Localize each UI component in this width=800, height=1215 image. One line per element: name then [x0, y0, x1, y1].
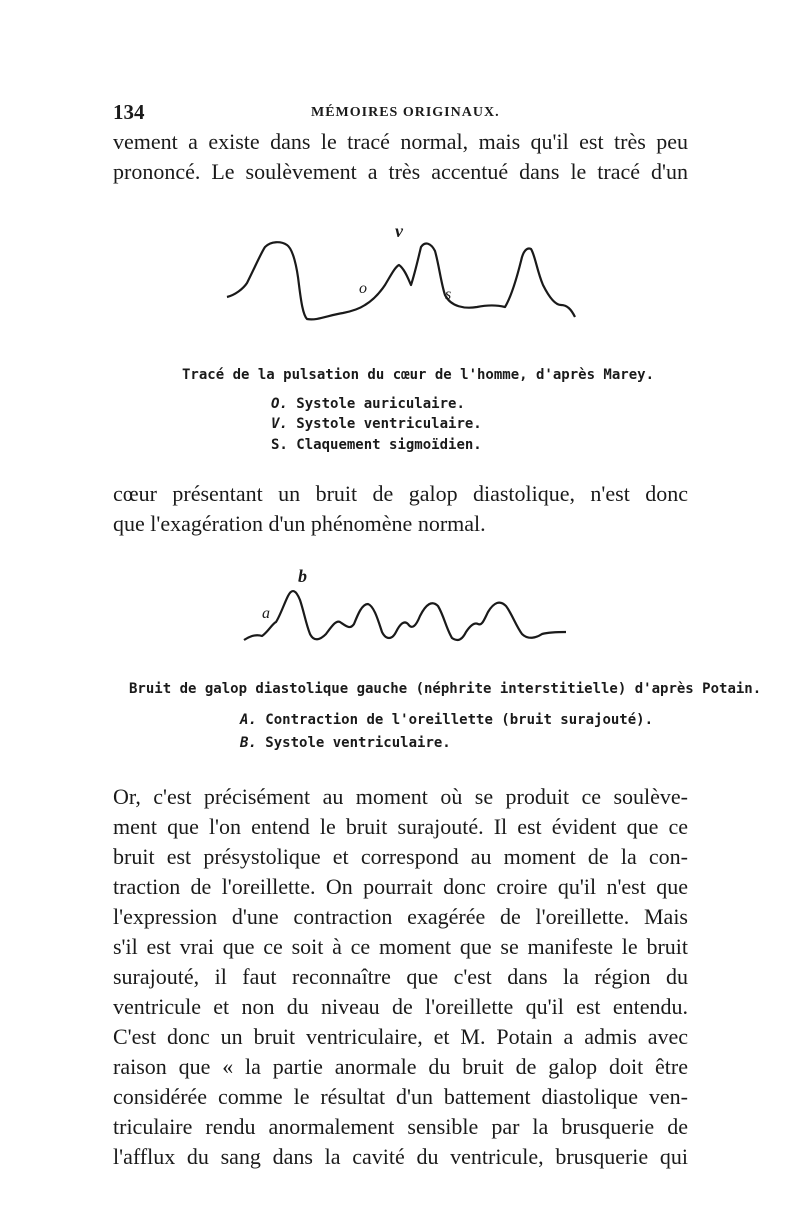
page-header: [113, 100, 693, 124]
label-o: o: [359, 280, 367, 297]
legend-text: Systole ventriculaire.: [265, 735, 451, 751]
figure-potain-trace: [240, 560, 580, 660]
text-line: C'est donc un bruit ventriculaire, et M. Potain a admis avec: [113, 1024, 688, 1049]
figure1-legend-v: [271, 416, 482, 432]
text-line: s'il est vrai que ce soit à ce moment que se manifeste le bruit: [113, 934, 688, 959]
legend-text: Contraction de l'oreillette (bruit surajouté).: [265, 712, 654, 728]
text-line: Or, c'est précisément au moment où se produit ce soulève-: [113, 784, 688, 809]
figure-marey-trace: [225, 225, 605, 340]
paragraph-intro: [113, 127, 688, 187]
page-number: 134: [113, 100, 145, 124]
text-line: vement a existe dans le tracé normal, mais qu'il est très peu: [113, 129, 688, 154]
text-line: considérée comme le résultat d'un battement diastolique ven-: [113, 1084, 688, 1109]
text-line: que l'exagération d'un phénomène normal.: [113, 511, 486, 536]
text-line: ment que l'on entend le bruit surajouté. Il est évident que ce: [113, 814, 688, 839]
legend-key: A.: [240, 712, 257, 728]
legend-text: Claquement sigmoïdien.: [296, 437, 482, 453]
text-line: traction de l'oreillette. On pourrait donc croire qu'il n'est que: [113, 874, 688, 899]
pulse-waveform: [227, 242, 575, 319]
figure1-caption: Tracé de la pulsation du cœur de l'homme, d'après Marey.: [182, 367, 655, 383]
label-b: b: [298, 566, 307, 586]
legend-text: Systole ventriculaire.: [296, 416, 482, 432]
text-line: l'afflux du sang dans la cavité du ventricule, brusquerie qui: [113, 1144, 688, 1169]
text-line: bruit est présystolique et correspond au moment de la con-: [113, 844, 688, 869]
legend-key: B.: [240, 735, 257, 751]
label-v: v: [395, 225, 403, 241]
legend-key: O.: [271, 396, 288, 412]
text-line: l'expression d'une contraction exagérée de l'oreillette. Mais: [113, 904, 688, 929]
text-line: cœur présentant un bruit de galop diastolique, n'est donc: [113, 481, 688, 506]
figure2-caption: Bruit de galop diastolique gauche (néphrite interstitielle) d'après Potain.: [129, 681, 762, 697]
text-line: raison que « la partie anormale du bruit de galop doit être: [113, 1054, 688, 1079]
gallop-waveform: [244, 591, 566, 640]
text-line: surajouté, il faut reconnaître que c'est dans la région du: [113, 964, 688, 989]
figure1-legend-s: [271, 437, 482, 453]
legend-text: Systole auriculaire.: [296, 396, 465, 412]
text-line: prononcé. Le soulèvement a très accentué dans le tracé d'un: [113, 159, 688, 184]
legend-key: S.: [271, 437, 288, 453]
text-line: triculaire rendu anormalement sensible par la brusquerie de: [113, 1114, 688, 1139]
paragraph-conclusion: [113, 479, 688, 539]
figure1-legend-o: [271, 396, 465, 412]
figure2-legend-b: [240, 735, 451, 751]
running-title: MÉMOIRES ORIGINAUX.: [311, 105, 500, 120]
label-a: a: [262, 605, 270, 622]
figure2-legend-a: [240, 712, 653, 728]
text-line: ventricule et non du niveau de l'oreillette qu'il est entendu.: [113, 994, 688, 1019]
legend-key: V.: [271, 416, 288, 432]
label-s: s: [445, 286, 452, 303]
paragraph-discussion: [113, 782, 688, 1172]
